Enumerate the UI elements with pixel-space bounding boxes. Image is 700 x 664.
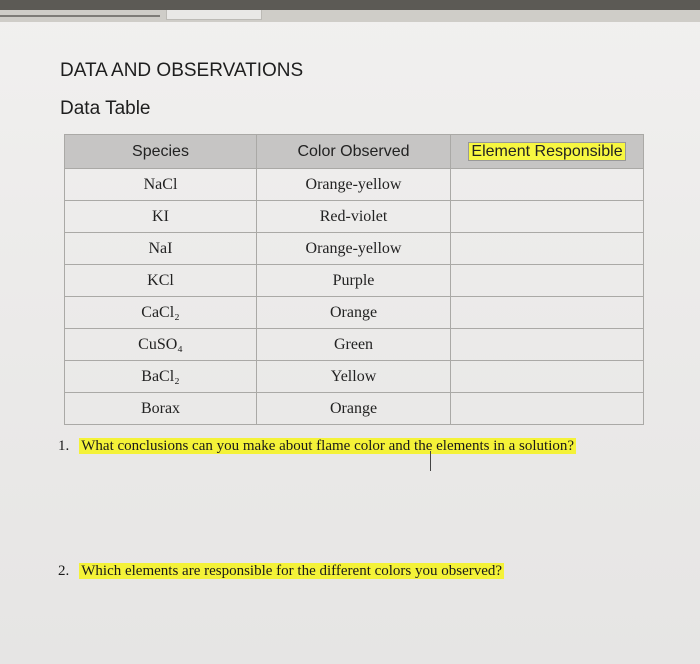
cell-color: Orange (257, 393, 451, 425)
table-row (65, 169, 644, 201)
cell-element[interactable] (451, 265, 644, 297)
cell-species: NaI (65, 233, 257, 265)
question-1 (58, 438, 576, 455)
header-species: Species (65, 135, 257, 169)
page-subheading: Data Table (60, 98, 151, 119)
cell-species: NaCl (65, 169, 257, 201)
cell-species: BaCl₂ (65, 361, 257, 393)
document-page (0, 10, 700, 664)
cell-species: CaCl₂ (65, 297, 257, 329)
cell-element[interactable] (451, 393, 644, 425)
text-cursor-icon (430, 451, 438, 471)
table-row (65, 393, 644, 425)
cell-element[interactable] (451, 329, 644, 361)
table-row (65, 201, 644, 233)
question-text: Which elements are responsible for the different colors you observed? (81, 563, 503, 579)
header-element-responsible (451, 135, 644, 169)
data-table (64, 134, 644, 425)
cell-species: Borax (65, 393, 257, 425)
cell-color: Orange (257, 297, 451, 329)
cell-species: KI (65, 201, 257, 233)
table-row (65, 361, 644, 393)
table-row (65, 233, 644, 265)
cell-color: Red-violet (257, 201, 451, 233)
question-2 (58, 563, 504, 580)
cell-color: Orange-yellow (257, 233, 451, 265)
cell-element[interactable] (451, 233, 644, 265)
table-row (65, 297, 644, 329)
top-strip (0, 10, 700, 22)
question-number: 1. (58, 438, 70, 454)
top-tab (166, 10, 262, 20)
question-text: What conclusions can you make about flame color and the elements in a solution? (81, 438, 575, 454)
cell-species: KCl (65, 265, 257, 297)
top-divider (0, 15, 160, 17)
page-heading: DATA AND OBSERVATIONS (60, 60, 304, 81)
cell-element[interactable] (451, 297, 644, 329)
table-row (65, 329, 644, 361)
header-element-responsible-label: Element Responsible (468, 142, 625, 161)
cell-element[interactable] (451, 361, 644, 393)
cell-color: Orange-yellow (257, 169, 451, 201)
cell-species: CuSO₄ (65, 329, 257, 361)
cell-color: Purple (257, 265, 451, 297)
cell-color: Yellow (257, 361, 451, 393)
table-header-row (65, 135, 644, 169)
cell-color: Green (257, 329, 451, 361)
header-color-observed: Color Observed (257, 135, 451, 169)
cell-element[interactable] (451, 201, 644, 233)
cell-element[interactable] (451, 169, 644, 201)
table-row (65, 265, 644, 297)
question-number: 2. (58, 563, 70, 579)
